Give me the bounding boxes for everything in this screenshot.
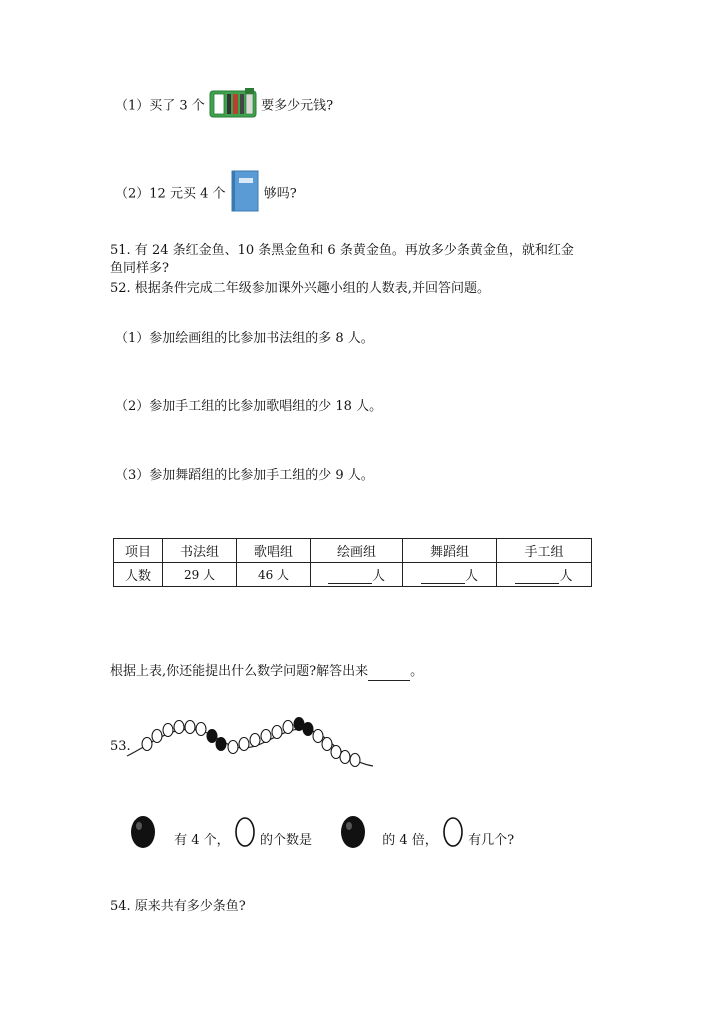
q50-part2: [115, 170, 297, 218]
white-bead: [261, 730, 271, 743]
table-header-cell: 歌唱组: [237, 539, 311, 563]
table-header-cell: 书法组: [163, 539, 237, 563]
q52-condition-2: （2）参加手工组的比参加歌唱组的少 18 人。: [115, 399, 383, 414]
q52-followup-end: 。: [410, 664, 424, 679]
table-header-row: [114, 539, 592, 563]
white-bead-icon: [442, 815, 464, 866]
q52-condition-3: （3）参加舞蹈组的比参加手工组的少 9 人。: [115, 468, 374, 483]
white-bead: [174, 721, 184, 734]
white-bead: [313, 730, 323, 743]
white-bead: [228, 741, 238, 754]
table-row-label: 人数: [114, 563, 163, 587]
black-bead-icon: [340, 815, 366, 866]
table-header-cell: 绘画组: [311, 539, 403, 563]
q52-title: 52. 根据条件完成二年级参加课外兴趣小组的人数表,并回答问题。: [110, 281, 490, 296]
black-bead: [207, 730, 217, 743]
answer-blank[interactable]: [421, 569, 465, 584]
white-bead: [239, 738, 249, 751]
q51-line1: 51. 有 24 条红金鱼、10 条黑金鱼和 6 条黄金鱼。再放多少条黄金鱼，就和红金: [110, 243, 574, 258]
white-bead: [185, 721, 195, 734]
white-bead: [340, 751, 350, 764]
black-bead-icon: [130, 815, 156, 866]
table-cell-drawing[interactable]: [311, 563, 403, 587]
table-header-cell: 项目: [114, 539, 163, 563]
table-cell-singing: 46 人: [237, 563, 311, 587]
white-bead-icon: [234, 815, 256, 866]
black-bead: [216, 738, 226, 751]
black-bead: [303, 723, 313, 736]
notebook-icon: [230, 170, 260, 218]
q50-part2-suffix: 够吗?: [263, 186, 297, 202]
white-bead: [331, 746, 341, 759]
table-cell-calligraphy: 29 人: [163, 563, 237, 587]
table-cell-dance[interactable]: [403, 563, 497, 587]
q53-text-4: 有几个?: [468, 833, 515, 848]
answer-blank[interactable]: [368, 666, 410, 681]
q50-part2-prefix: （2）12 元买 4 个: [115, 186, 226, 202]
table-header-cell: 手工组: [497, 539, 592, 563]
white-bead: [152, 730, 162, 743]
unit-label: 人: [559, 569, 573, 584]
q53-label: 53.: [110, 739, 131, 754]
bead-string-figure: [125, 712, 375, 772]
group-count-table: [113, 538, 592, 587]
black-bead: [294, 718, 304, 731]
table-cell-handcraft[interactable]: [497, 563, 592, 587]
white-bead: [322, 738, 332, 751]
q54-title: 54. 原来共有多少条鱼?: [110, 899, 246, 914]
white-bead: [250, 734, 260, 747]
q53-text-2: 的个数是: [259, 833, 312, 848]
q50-part1-prefix: （1）买了 3 个: [115, 98, 205, 114]
white-bead: [350, 754, 360, 767]
answer-blank[interactable]: [515, 569, 559, 584]
q52-followup-text: 根据上表,你还能提出什么数学问题?解答出来: [110, 664, 369, 679]
table-row: [114, 563, 592, 587]
q53-text-1: 有 4 个，: [174, 833, 230, 848]
unit-label: 人: [464, 569, 478, 584]
white-bead: [283, 721, 293, 734]
white-bead: [163, 724, 173, 737]
table-header-cell: 舞蹈组: [403, 539, 497, 563]
bead-group: [142, 718, 360, 767]
q53-question: [130, 815, 514, 866]
answer-blank[interactable]: [328, 569, 372, 584]
white-bead: [142, 738, 152, 751]
q52-condition-1: （1）参加绘画组的比参加书法组的多 8 人。: [115, 331, 374, 346]
q50-part1-suffix: 要多少元钱?: [261, 98, 334, 114]
white-bead: [272, 726, 282, 739]
q53-text-3: 的 4 倍，: [382, 833, 438, 848]
white-bead: [196, 723, 206, 736]
q51-line2: 鱼同样多?: [110, 261, 169, 276]
q52-followup: [110, 663, 423, 681]
pencil-case-icon: [209, 88, 257, 124]
unit-label: 人: [371, 569, 385, 584]
q50-part1: [115, 88, 333, 124]
